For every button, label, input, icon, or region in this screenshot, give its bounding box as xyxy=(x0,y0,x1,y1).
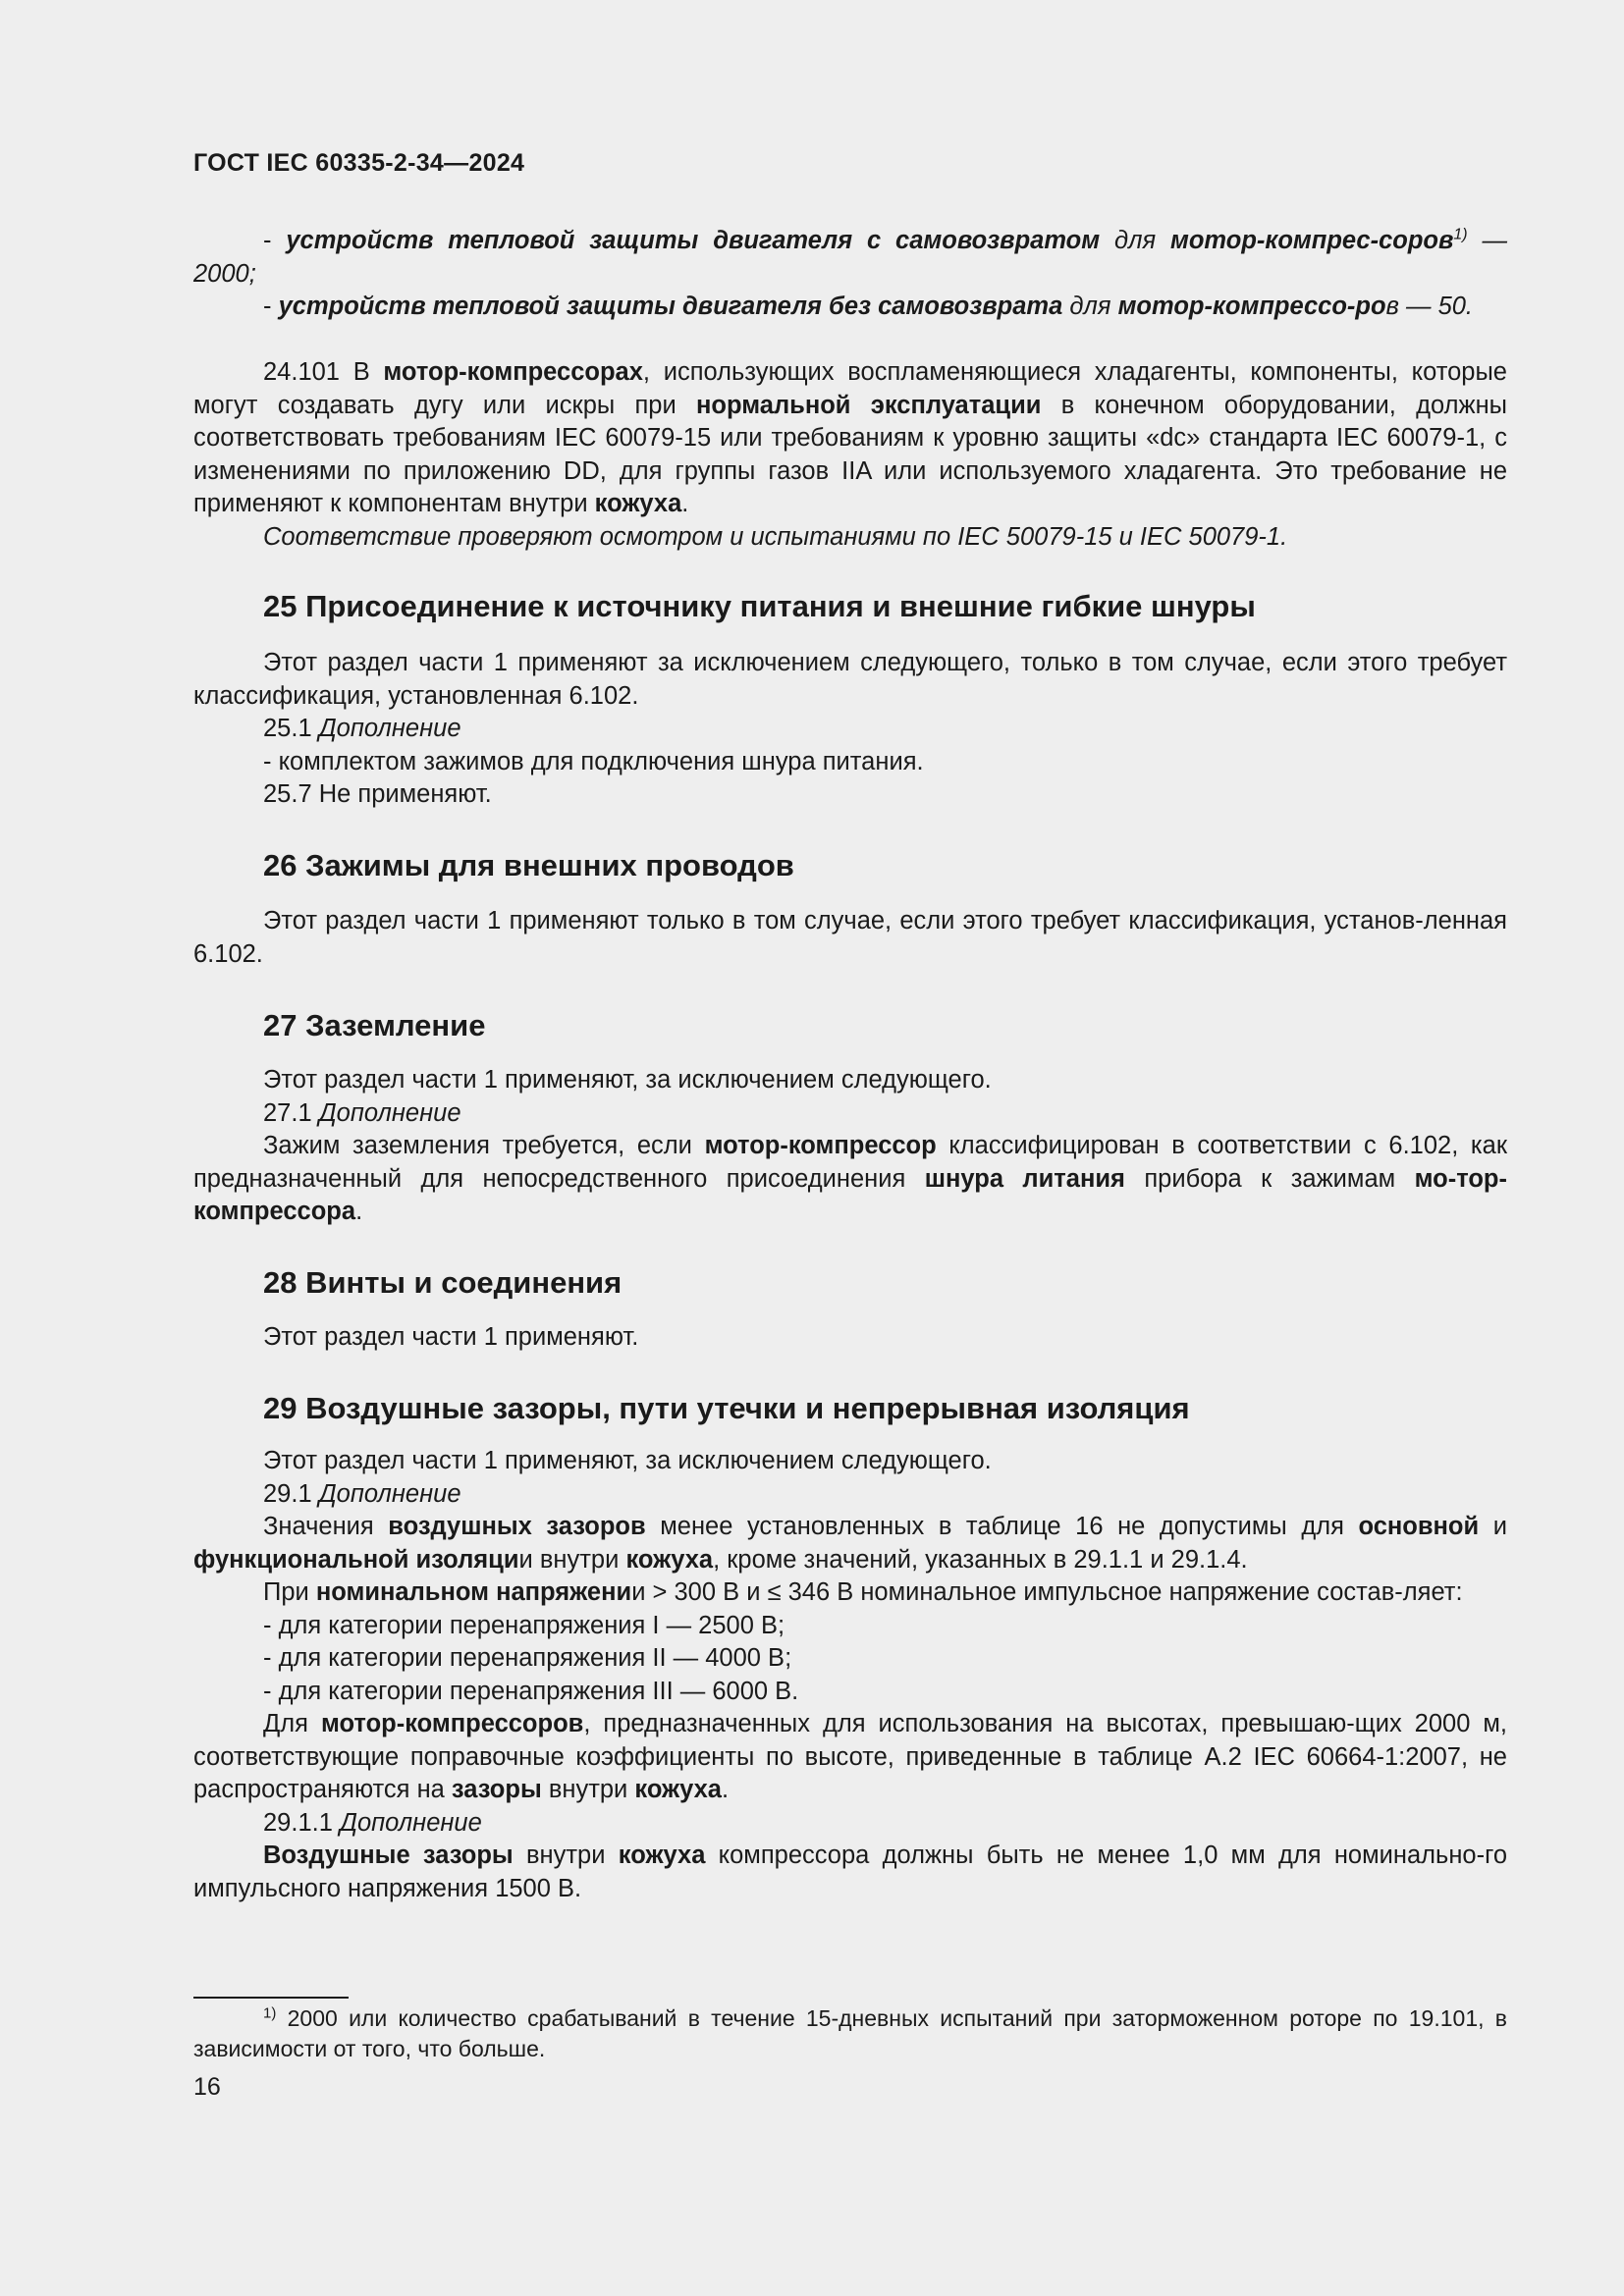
clause-24-101-text: 24.101 В мотор-компрессорах, использующих воспламеняющиеся хладагенты, компоненты, которые могут создавать дугу или искры при нормальной эксплуатации в конечном оборудовании, должны соответствовать требованиям IEC 60079-15 или требованиям к уровню защиты «dc» стандарта IEC 60079-1, с изменениями по приложению DD, для группы газов IIA или используемого хладагента. Это требование не применяют к компонентам внутри кожуха. xyxy=(193,358,1507,517)
clause-25-1-item: - комплектом зажимов для подключения шнура питания. xyxy=(263,747,924,775)
section-28-intro: Этот раздел части 1 применяют. xyxy=(263,1323,639,1351)
continued-list xyxy=(193,225,1507,324)
section-26-heading: 26 Зажимы для внешних проводов xyxy=(263,848,794,882)
clause-29-1-p1: Значения воздушных зазоров менее установленных в таблице 16 не допустимы для основной и функциональной изоляции внутри кожуха, кроме значений, указанных в 29.1.1 и 29.1.4. xyxy=(193,1513,1507,1574)
section-26 xyxy=(193,846,1507,885)
section-26-intro: Этот раздел части 1 применяют только в том случае, если этого требует классификация, установ-ленная 6.102. xyxy=(193,907,1507,968)
compliance-text: Соответствие проверяют осмотром и испытаниями по IEC 50079-15 и IEC 50079-1. xyxy=(263,522,1288,551)
section-27-heading: 27 Заземление xyxy=(263,1008,486,1042)
section-29-heading: 29 Воздушные зазоры, пути утечки и непрерывная изоляция xyxy=(263,1391,1190,1425)
list-item: - для категории перенапряжения III — 6000 В. xyxy=(263,1677,799,1705)
section-29 xyxy=(193,1389,1507,1428)
page-number: 16 xyxy=(193,2073,221,2101)
clause-29-1-1-text: Воздушные зазоры внутри кожуха компрессора должны быть не менее 1,0 мм для номинально-го импульсного напряжения 1500 В. xyxy=(193,1842,1507,1902)
list-item: - для категории перенапряжения II — 4000 В; xyxy=(263,1644,792,1672)
section-26-body xyxy=(193,905,1507,971)
clause-29-1-1: 29.1.1 Дополнение xyxy=(263,1808,482,1837)
list-item-auto-reset: - устройств тепловой защиты двигателя с самовозвратом для мотор-компрес-соров$^{1)}$ — 2000; xyxy=(193,226,1507,288)
section-27 xyxy=(193,1006,1507,1045)
clause-25-1: 25.1 Дополнение xyxy=(263,715,461,742)
clause-27-1-text: Зажим заземления требуется, если мотор-компрессор классифицирован в соответствии с 6.102, как предназначенный для непосредственного присоединения шнура литания прибора к зажимам мо-тор-компрессора. xyxy=(193,1132,1507,1225)
footnote-rule xyxy=(193,1997,349,1999)
section-25 xyxy=(193,587,1507,626)
footnote-text: $^{1)}$ 2000 или количество срабатываний в течение 15-дневных испытаний при заторможенном роторе по 19.101, в зависимости от того, что больше. xyxy=(193,2004,1507,2061)
clause-29-1-p3: Для мотор-компрессоров, предназначенных для использования на высотах, превышаю-щих 2000 м, соответствующие поправочные коэффициенты по высоте, приведенные в таблице А.2 IEC 60664-1:2007, не распространяются на зазоры внутри кожуха. xyxy=(193,1710,1508,1803)
document-header: ГОСТ IEC 60335-2-34—2024 xyxy=(193,149,525,177)
section-27-body xyxy=(193,1064,1507,1229)
section-28-body xyxy=(193,1321,1507,1355)
clause-29-1-p2: При номинальном напряжении > 300 В и ≤ 346 В номинальное импульсное напряжение состав-ляет: xyxy=(263,1578,1463,1606)
section-28-heading: 28 Винты и соединения xyxy=(263,1265,623,1300)
footnote xyxy=(193,2003,1507,2064)
section-25-heading: 25 Присоединение к источнику питания и внешние гибкие шнуры xyxy=(263,589,1256,623)
section-27-intro: Этот раздел части 1 применяют, за исключением следующего. xyxy=(263,1066,992,1094)
clause-25-7: 25.7 Не применяют. xyxy=(263,780,492,808)
section-28 xyxy=(193,1263,1507,1303)
list-item-manual-reset: - устройств тепловой защиты двигателя без самовозврата для мотор-компрессо-ров — 50. xyxy=(263,293,1474,320)
section-29-body xyxy=(193,1445,1507,1905)
list-item: - для категории перенапряжения I — 2500 В; xyxy=(263,1611,785,1639)
clause-27-1: 27.1 Дополнение xyxy=(263,1098,461,1127)
clause-24-101 xyxy=(193,356,1507,554)
section-29-intro: Этот раздел части 1 применяют, за исключением следующего. xyxy=(263,1447,992,1474)
clause-29-1: 29.1 Дополнение xyxy=(263,1479,461,1508)
section-25-body xyxy=(193,647,1507,812)
section-25-intro: Этот раздел части 1 применяют за исключением следующего, только в том случае, если этого требует классификация, установленная 6.102. xyxy=(193,649,1507,710)
